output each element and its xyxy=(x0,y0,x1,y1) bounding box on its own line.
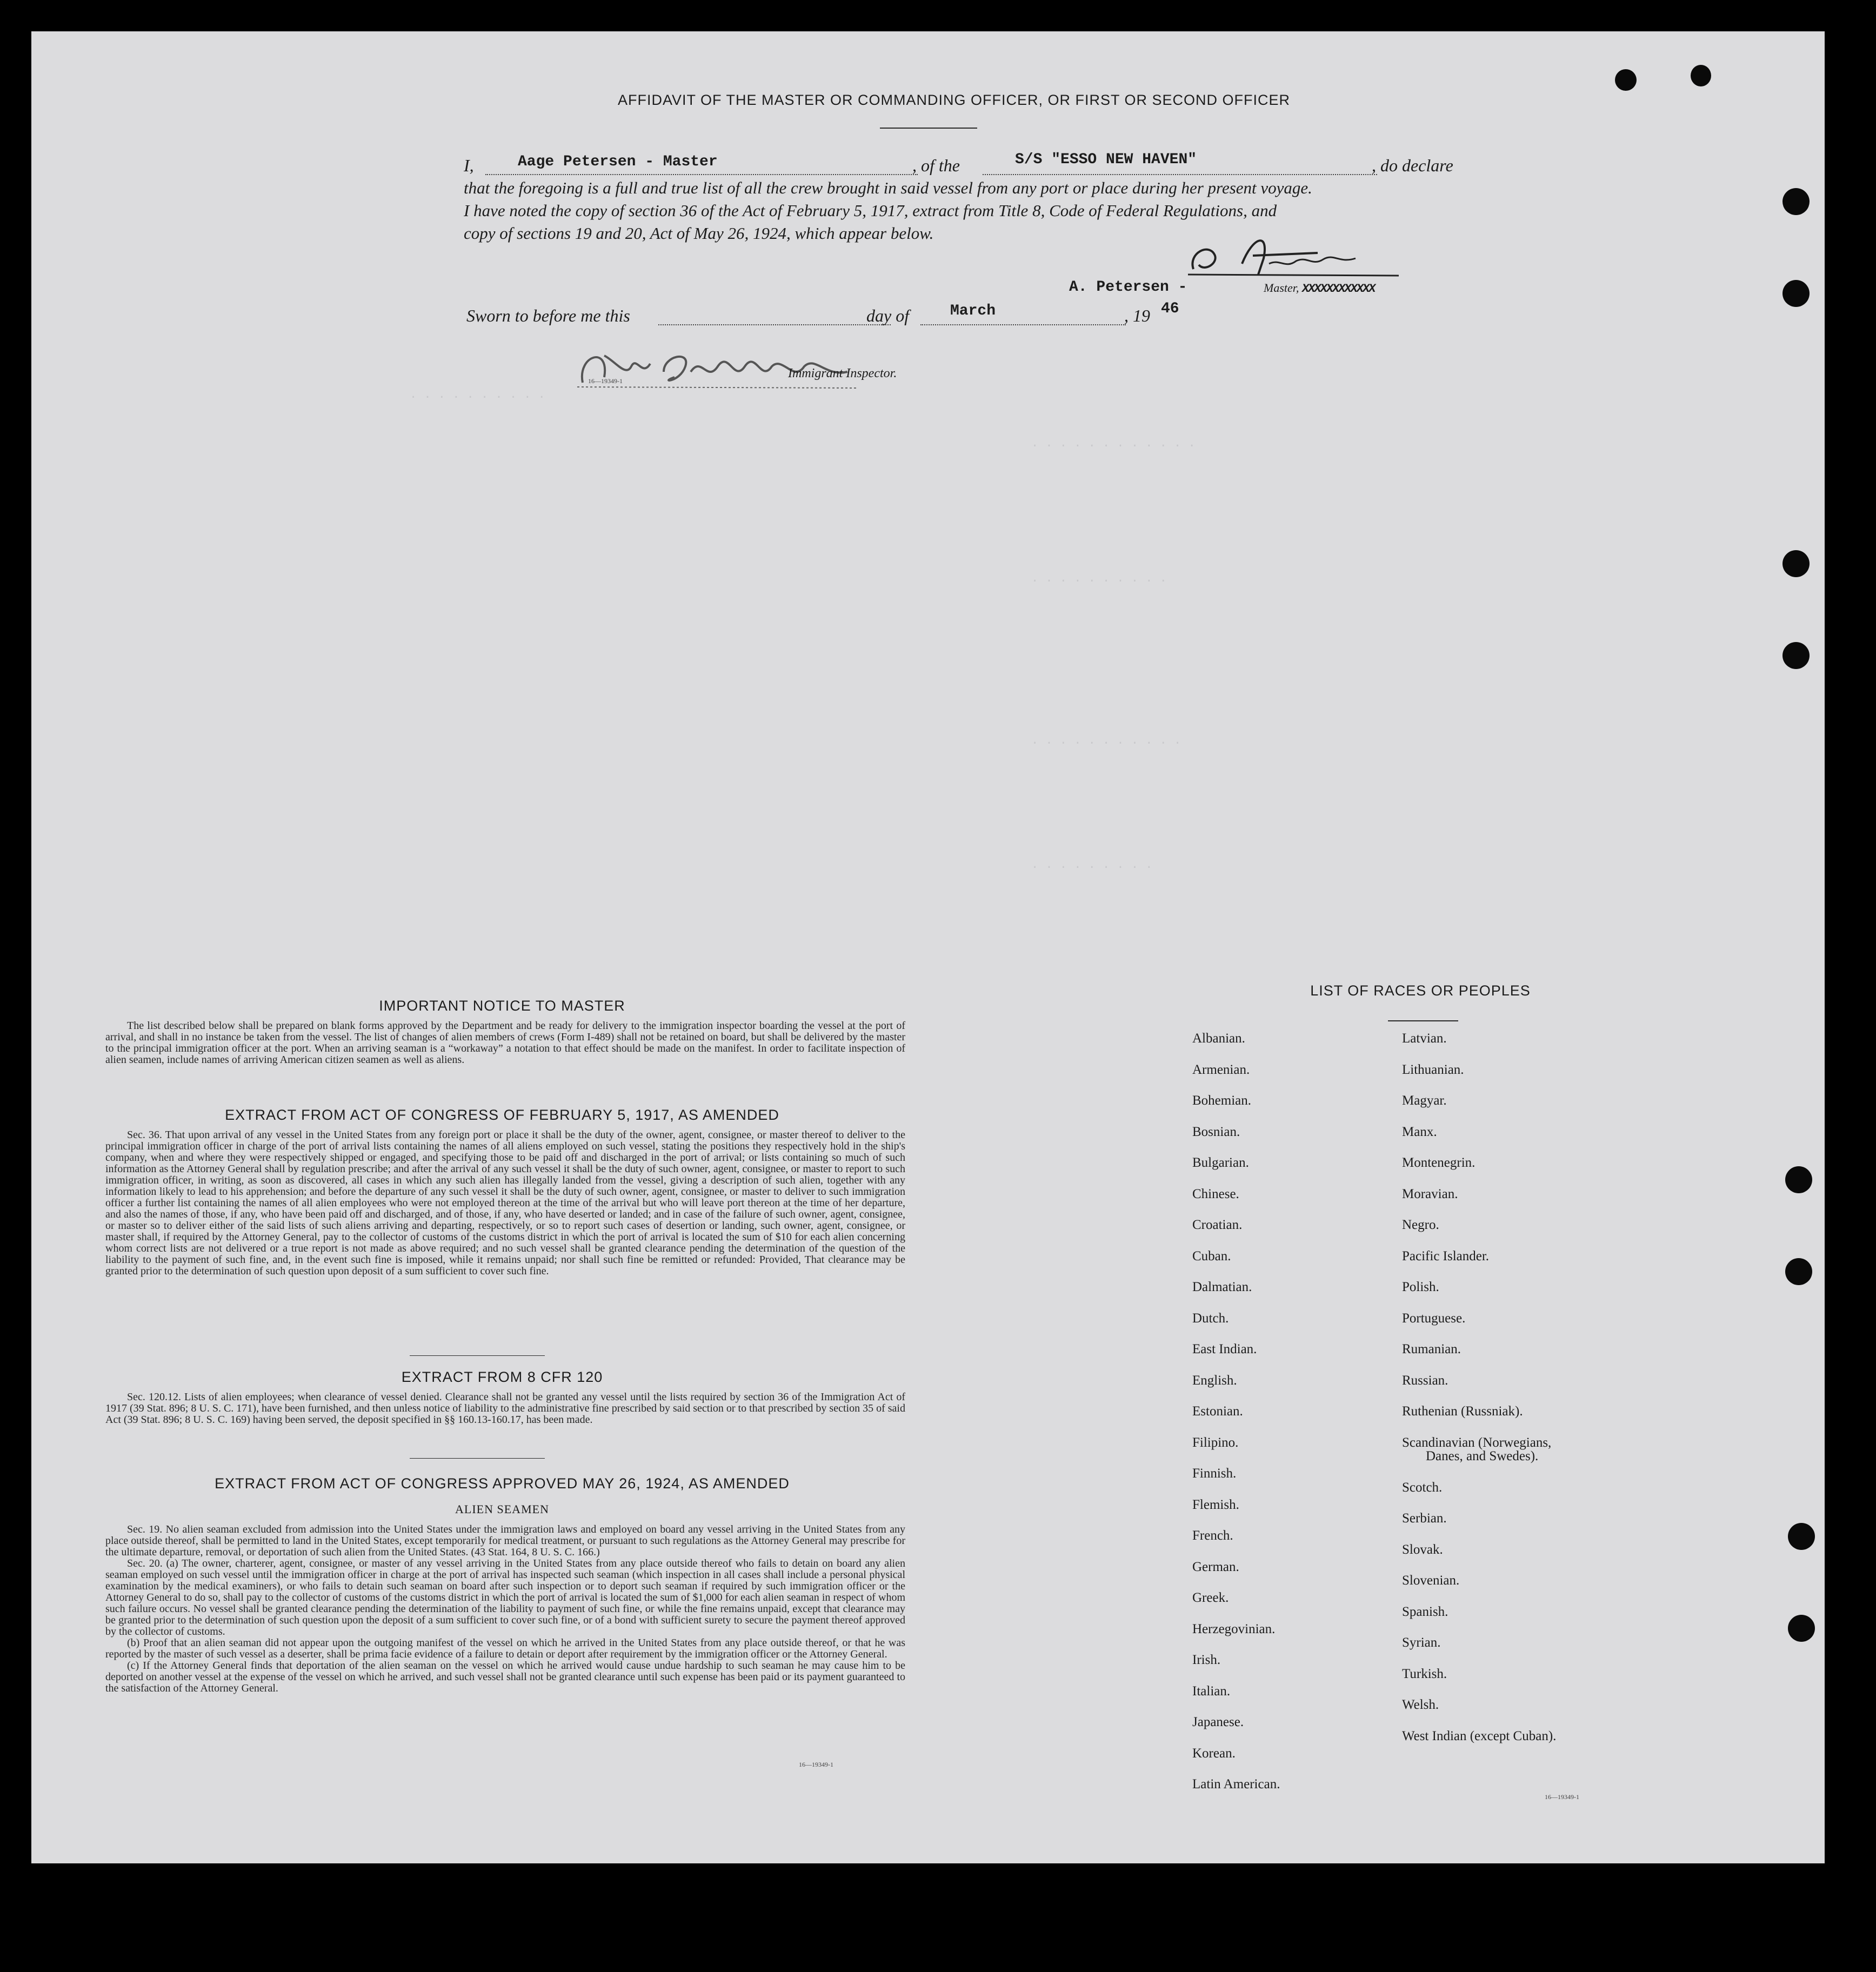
races-form-number: 16—19349-1 xyxy=(1545,1793,1579,1801)
title-divider xyxy=(880,128,977,129)
race-item: Irish. xyxy=(1192,1653,1221,1667)
race-item: Japanese. xyxy=(1192,1715,1244,1729)
race-item: Italian. xyxy=(1192,1683,1231,1699)
race-item: Moravian. xyxy=(1402,1186,1458,1201)
sworn-month: March xyxy=(950,303,996,319)
affidavit-line-4: copy of sections 19 and 20, Act of May 26, 1924, which appear below. xyxy=(464,224,934,243)
race-item: Scandinavian (Norwegians, xyxy=(1402,1435,1552,1450)
extract-1924-body xyxy=(105,1524,905,1694)
vessel-line xyxy=(983,174,1377,175)
race-item: Bulgarian. xyxy=(1192,1155,1249,1170)
master-signature xyxy=(1177,226,1404,285)
race-item: West Indian (except Cuban). xyxy=(1402,1728,1557,1743)
race-item: Montenegrin. xyxy=(1402,1155,1476,1170)
race-item: Danes, and Swedes). xyxy=(1426,1449,1539,1464)
race-item: Spanish. xyxy=(1402,1604,1448,1619)
punch-hole xyxy=(1788,1615,1815,1642)
section-divider xyxy=(410,1458,545,1459)
punch-hole xyxy=(1782,188,1810,215)
race-item: Negro. xyxy=(1402,1218,1439,1232)
race-item: Manx. xyxy=(1402,1124,1437,1139)
of-the-label: , of the xyxy=(912,156,960,175)
race-item: Pacific Islander. xyxy=(1402,1248,1490,1264)
race-item: Bosnian. xyxy=(1192,1124,1240,1139)
extract-cfr-text: Sec. 120.12. Lists of alien employees; when clearance of vessel denied. Clearance shall not be granted any vessel until the lists required by section 36 of the Immigration Act of 1917 (39 Stat. 896; 8 U. S. C. 171), have been furnished, and then unless notice of liability to the administrative fine prescribed by said section or to that prescribed by section 35 of said Act (39 Stat. 896; 8 U. S. C. 169) having been served, the deposit specified in §§ 160.13-160.17, has been made. xyxy=(105,1391,905,1426)
punch-hole xyxy=(1691,65,1711,86)
sworn-label: Sworn to before me this xyxy=(466,306,630,325)
year-prefix: , 19 xyxy=(1124,306,1150,325)
race-item: Polish. xyxy=(1402,1280,1439,1294)
extract-1924-title: EXTRACT FROM ACT OF CONGRESS APPROVED MAY 26, 1924, AS AMENDED xyxy=(215,1475,790,1492)
races-title-divider xyxy=(1388,1020,1458,1021)
signer-title-struck: XXXXXXXXXXXX xyxy=(1301,282,1375,296)
vessel-name: S/S "ESSO NEW HAVEN" xyxy=(1015,151,1197,168)
bleed-through-text: . . . . . . . . . . . . xyxy=(1031,437,1196,450)
section-divider xyxy=(410,1355,545,1356)
punch-hole xyxy=(1615,69,1637,91)
race-item: Welsh. xyxy=(1402,1697,1439,1713)
bleed-through-text: . . . . . . . . . . . xyxy=(1031,734,1181,747)
sec-20c-text: (c) If the Attorney General finds that deportation of the alien seaman on the vessel on which he arrived would cause undue hardship to such seaman he may cause him to be deported on another vessel at the expense of the vessel on which he arrived, and such vessel shall not be granted clearance until such expense has been paid or its payment guaranteed to the satisfaction of the Attorney General. xyxy=(105,1660,905,1694)
race-item: Turkish. xyxy=(1402,1666,1447,1681)
extract-1924-subtitle: ALIEN SEAMEN xyxy=(455,1502,549,1516)
sec-19-text: Sec. 19. No alien seaman excluded from admission into the United States under the immigration laws and employed on board any vessel arriving in the United States from any place outside thereof, shall be permitted to land in the United States, except temporarily for medical treatment, or pursuant to such regulations as the Attorney General may prescribe for the ultimate departure, removal, or deportation of such alien from the United States. (43 Stat. 164, 8 U. S. C. 166.) xyxy=(105,1523,905,1558)
race-item: Estonian. xyxy=(1192,1404,1243,1419)
affidavit-form-number: 16—19349-1 xyxy=(588,377,623,385)
sec-20a-text: Sec. 20. (a) The owner, charterer, agent, consignee, or master of any vessel arriving in the United States from any place outside thereof who fails to detain on board any alien seaman employed on such vessel until the immigration officer in charge at the port of arrival has inspected such seaman (which inspection in all cases shall include a personal physical examination by the medical examiners), or who fails to detain such seaman on board after such inspection or to deport such seaman if required by such immigration officer or the Attorney General to do so, shall pay to the collector of customs of the customs district in which the port of arrival is located the sum of $1,000 for each alien seaman in respect of whom such failure occurs. No vessel shall be granted clearance pending the determination of the liability to payment of such fine, or while the fine remains unpaid, except that clearance may be granted prior to the determination of such question upon the deposit of a sum sufficient to cover such fine, or of a bond with sufficient surety to secure the payment thereof approved by the collector of customs. xyxy=(105,1557,905,1637)
race-item: Bohemian. xyxy=(1192,1093,1252,1108)
bleed-through-text: . . . . . . . . . xyxy=(1031,858,1153,872)
race-item: Croatian. xyxy=(1192,1218,1243,1232)
bleed-through-text: . . . . . . . . . . xyxy=(1031,572,1167,585)
race-item: Dalmatian. xyxy=(1192,1280,1252,1294)
name-line xyxy=(485,174,918,175)
day-of-label: day of xyxy=(866,306,910,325)
extract-form-number: 16—19349-1 xyxy=(799,1761,833,1768)
extract-1917-text: Sec. 36. That upon arrival of any vessel in the United States from any foreign port or place it shall be the duty of the owner, agent, consignee, or master thereof to deliver to the principal immigration officer in charge of the port of arrival lists containing the names of all aliens employed on such vessel, stating the positions they respectively hold in the ship's company, when and where they were respectively shipped or engaged, and specifying those to be paid off and discharged in the port of arrival; or lists containing so much of such information as the Attorney General shall by regulation prescribe; and after the arrival of any such vessel it shall be the duty of such owner, agent, consignee, or master to report to such immigration officer, in writing, as soon as discovered, all cases in which any such alien has illegally landed from the vessel, giving a description of such alien, together with any information likely to lead to his apprehension; and before the departure of any such vessel it shall be the duty of such owner, agent, consignee, or master to deliver to such immigration officer a further list containing the names of all alien employees who were not employed thereon at the time of the arrival but who will leave port thereon at the time of her departure, and also the names of those, if any, who have been paid off and discharged, and of those, if any, who have deserted or landed; and in case of the failure of such owner, agent, consignee, or master so to deliver either of the said lists of such aliens arriving and departing, respectively, or so to report such cases of desertion or landing, such owner, agent, consignee, or master shall, if required by the Attorney General, pay to the collector of customs of the customs district in which the port of arrival is located the sum of $10 for each alien concerning whom correct lists are not delivered or a true report is not made as above required; and no such vessel shall be granted clearance pending the determination of the question of the liability to the payment of such fine, and, in the event such fine is imposed, while it remains unpaid; nor shall such fine be remitted or refunded: Provided, That clearance may be granted prior to the determination of such question upon deposit of a sum sufficient to cover such fine. xyxy=(105,1129,905,1277)
affidavit-title: AFFIDAVIT OF THE MASTER OR COMMANDING OFFICER, OR FIRST OR SECOND OFFICER xyxy=(617,92,1291,108)
race-item: Russian. xyxy=(1402,1373,1448,1388)
punch-hole xyxy=(1782,280,1810,307)
do-declare-label: , do declare xyxy=(1372,156,1453,175)
extract-cfr-title: EXTRACT FROM 8 CFR 120 xyxy=(401,1369,603,1385)
race-item: Latvian. xyxy=(1402,1031,1447,1046)
notice-text: The list described below shall be prepared on blank forms approved by the Department and be ready for delivery to the immigration inspector boarding the vessel at the port of arrival, and shall in no instance be taken from the vessel. The list of changes of alien members of crews (Form I-489) shall not be retained on board, but shall be delivered by the master to the principal immigration officer at the port. When an arriving seaman is a “workaway” a notation to that effect should be made on the manifest. In order to facilitate inspection of alien seamen, include names of arriving American citizen seamen as well as aliens. xyxy=(105,1020,905,1066)
race-item: Cuban. xyxy=(1192,1248,1231,1264)
race-item: French. xyxy=(1192,1528,1233,1543)
race-item: Ruthenian (Russniak). xyxy=(1402,1404,1523,1419)
race-item: Slovak. xyxy=(1402,1542,1443,1557)
affidavit-line-2: that the foregoing is a full and true list of all the crew brought in said vessel from any port or place during her present voyage. xyxy=(464,178,1312,197)
race-item: East Indian. xyxy=(1192,1342,1257,1356)
punch-hole xyxy=(1785,1166,1812,1193)
document-page xyxy=(31,31,1825,1863)
race-item: Magyar. xyxy=(1402,1093,1447,1108)
affidavit-line-3: I have noted the copy of section 36 of the Act of February 5, 1917, extract from Title 8, Code of Federal Regulations, and xyxy=(464,201,1277,220)
signer-title xyxy=(1264,281,1374,296)
race-item: Finnish. xyxy=(1192,1466,1237,1481)
sec-20b-text: (b) Proof that an alien seaman did not appear upon the outgoing manifest of the vessel on which he arrived in the United States from any place outside thereof, or that he was reported by the master of such vessel as a deserter, shall be prima facie evidence of a failure to detain or deport after requirement by the immigration officer or the Attorney General. xyxy=(105,1637,905,1660)
race-item: German. xyxy=(1192,1559,1239,1574)
race-item: Serbian. xyxy=(1402,1511,1447,1526)
race-item: Dutch. xyxy=(1192,1311,1229,1326)
master-name: Aage Petersen - Master xyxy=(518,153,718,170)
race-item: Greek. xyxy=(1192,1590,1229,1605)
race-item: Lithuanian. xyxy=(1402,1062,1464,1077)
race-item: Flemish. xyxy=(1192,1497,1239,1512)
race-item: Latin American. xyxy=(1192,1777,1280,1791)
race-item: Chinese. xyxy=(1192,1186,1239,1201)
punch-hole xyxy=(1788,1523,1815,1550)
inspector-label: Immigrant Inspector. xyxy=(788,366,897,380)
signer-title-label: Master, xyxy=(1264,281,1302,295)
sworn-year: 46 xyxy=(1161,300,1179,317)
punch-hole xyxy=(1782,550,1810,577)
sworn-day-line xyxy=(658,324,891,325)
race-item: Armenian. xyxy=(1192,1062,1250,1077)
race-item: Rumanian. xyxy=(1402,1342,1461,1356)
notice-title: IMPORTANT NOTICE TO MASTER xyxy=(379,998,625,1014)
race-item: Filipino. xyxy=(1192,1435,1239,1450)
races-title: LIST OF RACES OR PEOPLES xyxy=(1310,982,1531,999)
race-item: Portuguese. xyxy=(1402,1311,1466,1326)
race-item: Albanian. xyxy=(1192,1031,1245,1046)
bleed-through-text: . . . . . . . . . . xyxy=(410,388,545,402)
race-item: Korean. xyxy=(1192,1746,1236,1761)
i-label: I, xyxy=(464,156,474,175)
race-item: Slovenian. xyxy=(1402,1573,1460,1588)
race-item: English. xyxy=(1192,1373,1237,1388)
month-line xyxy=(920,324,1126,325)
race-item: Scotch. xyxy=(1402,1480,1443,1495)
race-item: Herzegovinian. xyxy=(1192,1621,1276,1636)
punch-hole xyxy=(1782,642,1810,669)
extract-1917-title: EXTRACT FROM ACT OF CONGRESS OF FEBRUARY 5, 1917, AS AMENDED xyxy=(225,1107,779,1123)
signer-typed-name: A. Petersen - xyxy=(1069,279,1187,296)
punch-hole xyxy=(1785,1258,1812,1285)
race-item: Syrian. xyxy=(1402,1635,1441,1650)
